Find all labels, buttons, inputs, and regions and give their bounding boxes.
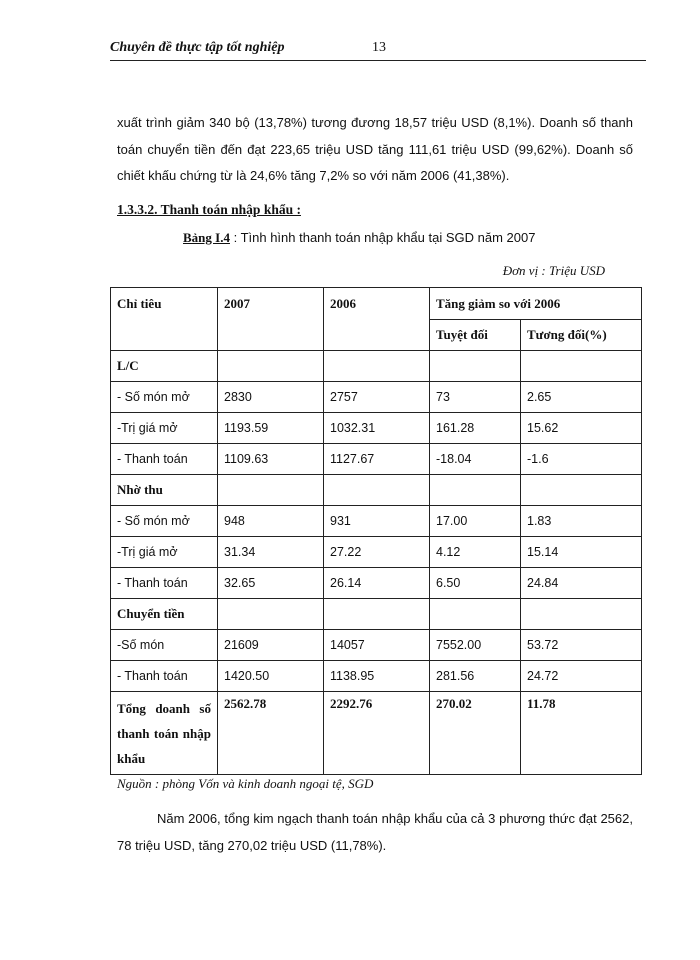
cell-2006: 931 (324, 506, 430, 537)
cell-2007: 1109.63 (218, 444, 324, 475)
cell-absolute: 7552.00 (430, 630, 521, 661)
table-row (111, 413, 642, 444)
header-relative: Tương đối(%) (521, 320, 642, 351)
table-row (111, 568, 642, 599)
cell-relative: 15.14 (521, 537, 642, 568)
cell-2006: 14057 (324, 630, 430, 661)
row-label: Tổng doanh số thanh toán nhập khẩu (111, 692, 218, 775)
cell-2006: 27.22 (324, 537, 430, 568)
cell-absolute: 4.12 (430, 537, 521, 568)
import-payment-table (110, 287, 642, 775)
cell-relative: 11.78 (521, 692, 642, 775)
table-row (111, 630, 642, 661)
table-row (111, 475, 642, 506)
cell-2006: 26.14 (324, 568, 430, 599)
source-note: Nguồn : phòng Vốn và kinh doanh ngoại tệ, SGD (117, 776, 374, 791)
cell-relative: 15.62 (521, 413, 642, 444)
table-caption-label: Bảng I.4 (183, 230, 230, 245)
section-heading: 1.3.3.2. Thanh toán nhập khẩu : (117, 202, 301, 217)
table-row (111, 351, 642, 382)
header-absolute: Tuyệt đối (430, 320, 521, 351)
cell-absolute: 281.56 (430, 661, 521, 692)
header-2006: 2006 (324, 288, 430, 351)
cell-2007: 1193.59 (218, 413, 324, 444)
cell-relative: 2.65 (521, 382, 642, 413)
unit-note: Đơn vị : Triệu USD (502, 263, 605, 278)
row-label: Chuyển tiền (111, 599, 218, 630)
header-change: Tăng giảm so với 2006 (430, 288, 642, 320)
cell-2007: 31.34 (218, 537, 324, 568)
page-header (110, 40, 646, 61)
row-label: - Số món mở (111, 382, 218, 413)
row-label: -Trị giá mở (111, 537, 218, 568)
row-label: Nhờ thu (111, 475, 218, 506)
cell-2006: 2757 (324, 382, 430, 413)
cell-2007: 32.65 (218, 568, 324, 599)
row-label: - Số món mở (111, 506, 218, 537)
row-label: - Thanh toán (111, 444, 218, 475)
cell-relative: 24.72 (521, 661, 642, 692)
cell-relative: 24.84 (521, 568, 642, 599)
header-indicator: Chỉ tiêu (111, 288, 218, 351)
cell-relative: 1.83 (521, 506, 642, 537)
table-caption-text: : Tình hình thanh toán nhập khẩu tại SGD năm 2007 (229, 230, 536, 245)
cell-2007: 2830 (218, 382, 324, 413)
cell-2006: 1138.95 (324, 661, 430, 692)
header-title: Chuyên đề thực tập tốt nghiệp (110, 40, 285, 55)
row-label: - Thanh toán (111, 661, 218, 692)
table-row-total (111, 692, 642, 775)
table-row (111, 506, 642, 537)
table-row (111, 382, 642, 413)
cell-absolute: 73 (430, 382, 521, 413)
table-row (111, 599, 642, 630)
cell-2006: 1127.67 (324, 444, 430, 475)
cell-relative: 53.72 (521, 630, 642, 661)
page-number: 13 (372, 40, 386, 55)
cell-2007: 21609 (218, 630, 324, 661)
row-label: -Trị giá mở (111, 413, 218, 444)
cell-absolute: -18.04 (430, 444, 521, 475)
cell-relative: -1.6 (521, 444, 642, 475)
table-caption (183, 230, 535, 246)
row-label: -Số món (111, 630, 218, 661)
cell-2006: 2292.76 (324, 692, 430, 775)
cell-absolute: 17.00 (430, 506, 521, 537)
row-label: - Thanh toán (111, 568, 218, 599)
row-label: L/C (111, 351, 218, 382)
table-row (111, 661, 642, 692)
body-paragraph-2: Năm 2006, tổng kim ngạch thanh toán nhập khẩu của cả 3 phương thức đạt 2562, 78 triệu USD, tăng 270,02 triệu USD (11,78%). (117, 811, 633, 853)
cell-2007: 1420.50 (218, 661, 324, 692)
table-row (111, 444, 642, 475)
cell-absolute: 6.50 (430, 568, 521, 599)
cell-2006: 1032.31 (324, 413, 430, 444)
cell-absolute: 161.28 (430, 413, 521, 444)
body-paragraph-1: xuất trình giảm 340 bộ (13,78%) tương đương 18,57 triệu USD (8,1%). Doanh số thanh toán chuyển tiền đến đạt 223,65 triệu USD tăng 111,61 triệu USD (99,62%). Doanh số chiết khấu chứng từ là 24,6% tăng 7,2% so với năm 2006 (41,38%). (117, 115, 633, 183)
cell-2007: 2562.78 (218, 692, 324, 775)
cell-absolute: 270.02 (430, 692, 521, 775)
cell-2007: 948 (218, 506, 324, 537)
table-row (111, 537, 642, 568)
header-2007: 2007 (218, 288, 324, 351)
